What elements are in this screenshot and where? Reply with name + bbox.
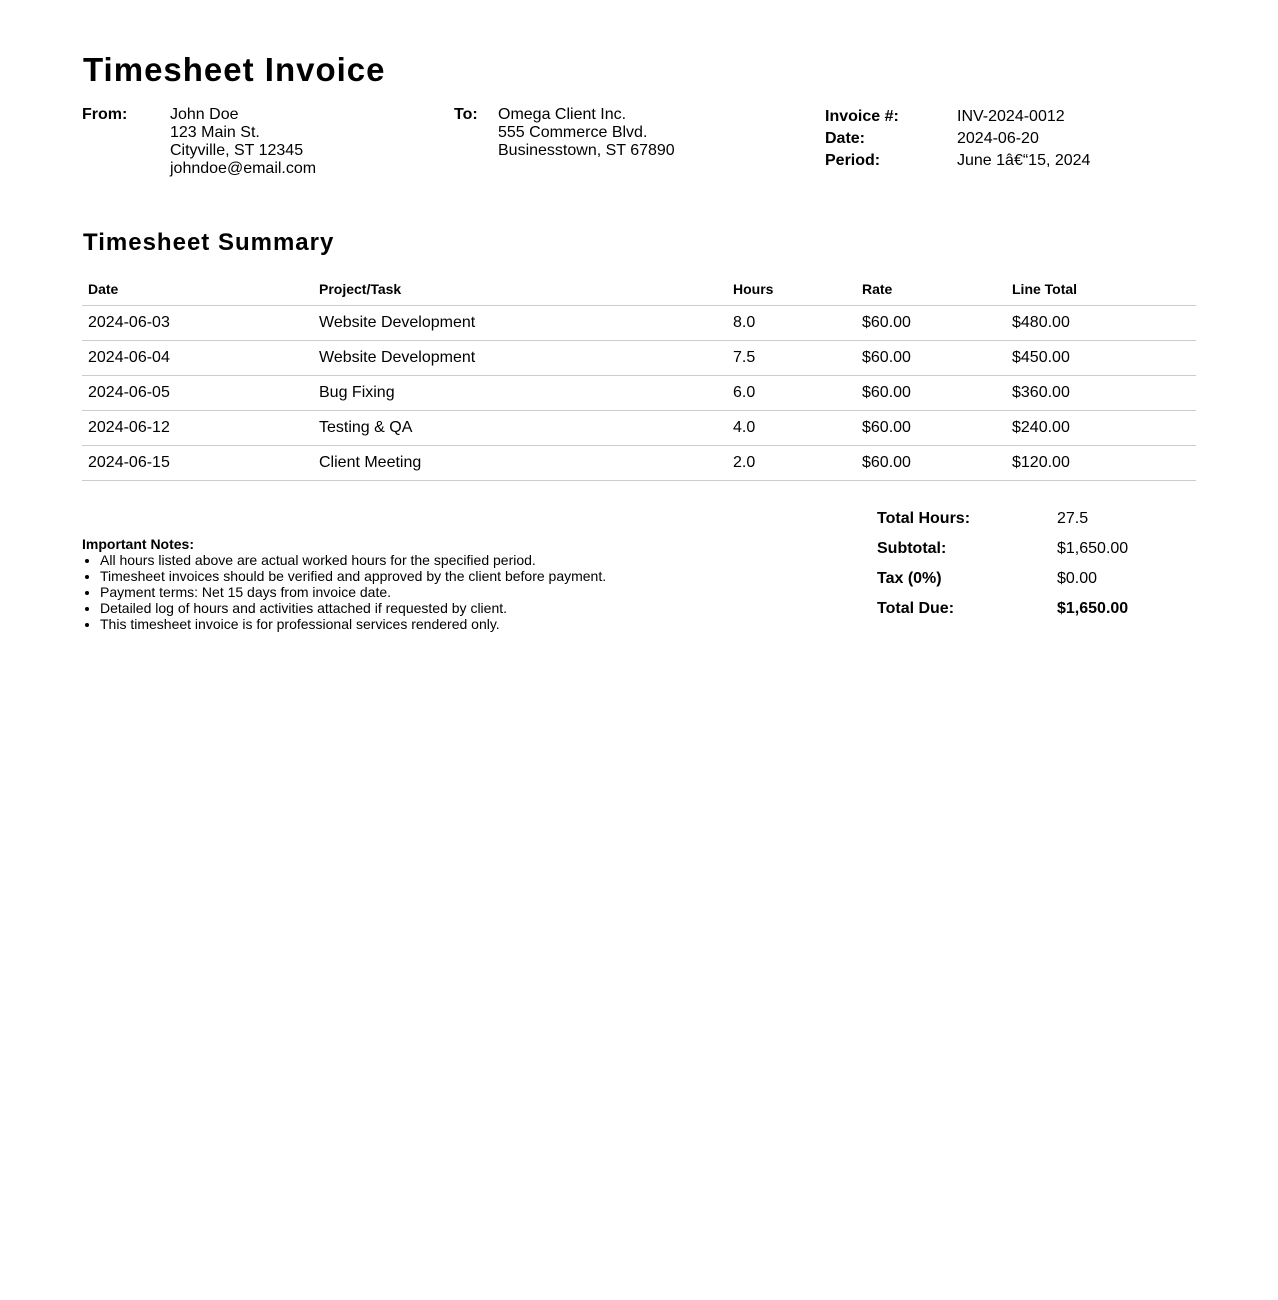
notes-list xyxy=(82,552,606,632)
column-header-hours: Hours xyxy=(727,272,856,306)
to-city: Businesstown, ST 67890 xyxy=(498,142,675,159)
to-address xyxy=(498,106,675,160)
from-address xyxy=(170,106,316,178)
total-hours-value: 27.5 xyxy=(1057,510,1089,527)
cell-date: 2024-06-12 xyxy=(82,411,313,446)
cell-rate: $60.00 xyxy=(856,446,1006,481)
column-header-date: Date xyxy=(82,272,313,306)
important-notes xyxy=(82,536,606,632)
cell-line-total: $450.00 xyxy=(1006,341,1196,376)
notes-title: Important Notes: xyxy=(82,536,194,552)
cell-hours: 8.0 xyxy=(727,306,856,341)
cell-task: Client Meeting xyxy=(313,446,727,481)
summary-title: Timesheet Summary xyxy=(83,229,335,256)
cell-rate: $60.00 xyxy=(856,376,1006,411)
tax-value: $0.00 xyxy=(1057,570,1098,587)
invoice-title: Timesheet Invoice xyxy=(83,51,386,88)
from-email: johndoe@email.com xyxy=(170,160,317,177)
note-item: • All hours listed above are actual worked hours for the specified period. xyxy=(100,552,606,568)
invoice-period-label: Period: xyxy=(825,152,881,169)
cell-line-total: $240.00 xyxy=(1006,411,1196,446)
cell-line-total: $120.00 xyxy=(1006,446,1196,481)
cell-hours: 4.0 xyxy=(727,411,856,446)
to-name: Omega Client Inc. xyxy=(498,106,627,123)
cell-date: 2024-06-15 xyxy=(82,446,313,481)
tax-label: Tax (0%) xyxy=(877,570,942,587)
table-row xyxy=(82,411,1196,446)
from-label: From: xyxy=(82,106,128,123)
to-label: To: xyxy=(454,106,478,123)
table-row xyxy=(82,446,1196,481)
subtotal-value: $1,650.00 xyxy=(1057,540,1129,557)
table-row xyxy=(82,306,1196,341)
subtotal-label: Subtotal: xyxy=(877,540,947,557)
note-item: • Payment terms: Net 15 days from invoice date. xyxy=(100,584,606,600)
cell-hours: 2.0 xyxy=(727,446,856,481)
cell-rate: $60.00 xyxy=(856,341,1006,376)
total-due-value: $1,650.00 xyxy=(1057,600,1129,617)
invoice-date-value: 2024-06-20 xyxy=(957,130,1039,147)
cell-line-total: $480.00 xyxy=(1006,306,1196,341)
invoice-number-label: Invoice #: xyxy=(825,108,899,125)
to-street: 555 Commerce Blvd. xyxy=(498,124,648,141)
table-header-row xyxy=(82,272,1196,306)
from-name: John Doe xyxy=(170,106,239,123)
cell-rate: $60.00 xyxy=(856,411,1006,446)
cell-hours: 6.0 xyxy=(727,376,856,411)
column-header-task: Project/Task xyxy=(313,272,727,306)
total-due-label: Total Due: xyxy=(877,600,955,617)
cell-hours: 7.5 xyxy=(727,341,856,376)
cell-date: 2024-06-05 xyxy=(82,376,313,411)
table-row xyxy=(82,341,1196,376)
invoice-date-label: Date: xyxy=(825,130,866,147)
from-street: 123 Main St. xyxy=(170,124,260,141)
note-item: • Detailed log of hours and activities attached if requested by client. xyxy=(100,600,606,616)
cell-task: Website Development xyxy=(313,341,727,376)
timesheet-table xyxy=(82,272,1196,481)
cell-task: Website Development xyxy=(313,306,727,341)
cell-date: 2024-06-04 xyxy=(82,341,313,376)
cell-rate: $60.00 xyxy=(856,306,1006,341)
note-item: • Timesheet invoices should be verified and approved by the client before payment. xyxy=(100,568,606,584)
note-item: • This timesheet invoice is for professional services rendered only. xyxy=(100,616,606,632)
table-row xyxy=(82,376,1196,411)
invoice-period-value: June 1â€“15, 2024 xyxy=(957,152,1091,169)
cell-task: Testing & QA xyxy=(313,411,727,446)
cell-date: 2024-06-03 xyxy=(82,306,313,341)
column-header-rate: Rate xyxy=(856,272,1006,306)
invoice-number-value: INV-2024-0012 xyxy=(957,108,1065,125)
total-hours-label: Total Hours: xyxy=(877,510,971,527)
from-city: Cityville, ST 12345 xyxy=(170,142,304,159)
cell-task: Bug Fixing xyxy=(313,376,727,411)
cell-line-total: $360.00 xyxy=(1006,376,1196,411)
column-header-line-total: Line Total xyxy=(1006,272,1196,306)
